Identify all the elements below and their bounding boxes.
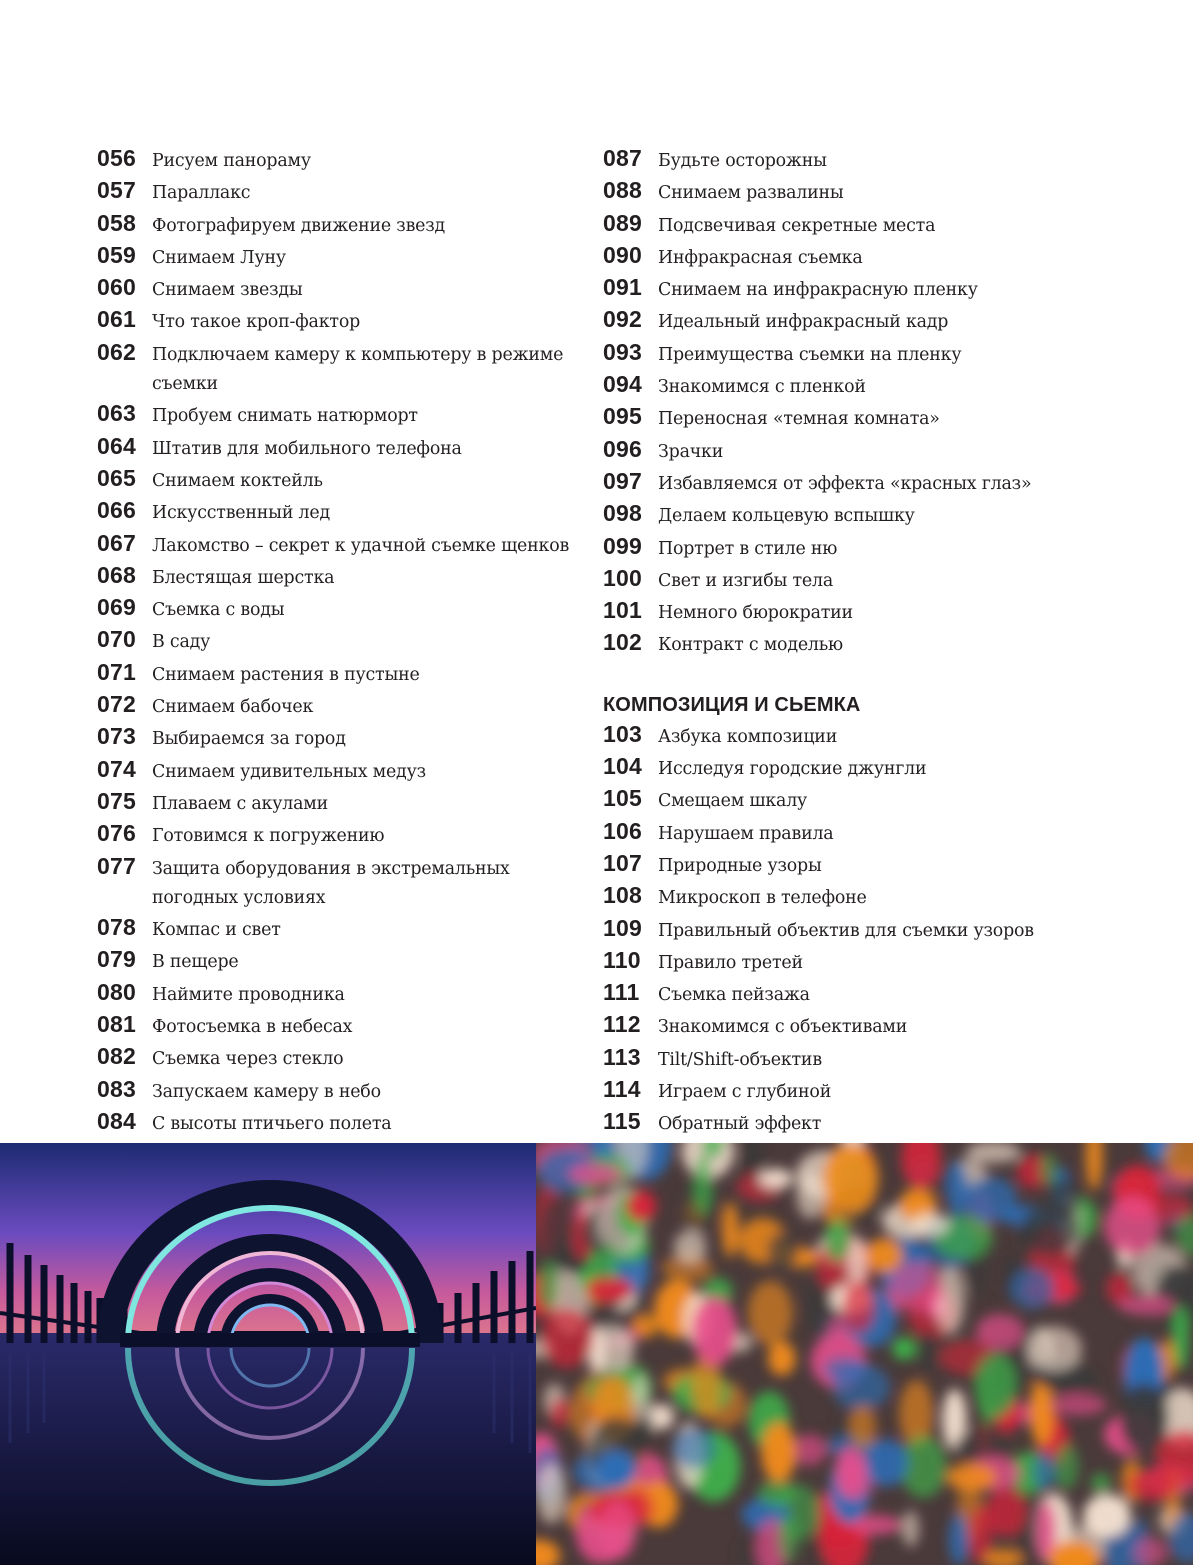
toc-entry-title: Смещаем шкалу (658, 791, 808, 812)
toc-entry (603, 402, 1083, 434)
toc-entry-number: 087 (603, 145, 642, 171)
toc-entry-number: 115 (603, 1108, 641, 1135)
toc-entry-number: 098 (603, 500, 642, 527)
toc-entry-title: Параллакс (152, 183, 251, 204)
toc-entry (603, 817, 1083, 849)
toc-entry-title: С высоты птичьего полета (152, 1113, 392, 1134)
toc-entry-number: 077 (97, 852, 136, 879)
toc-entry-title: Подключаем камеру к компьютеру в режиме съемки (152, 344, 564, 395)
crowd-figure (672, 1428, 716, 1469)
toc-entry-title: Снимаем развалины (658, 183, 844, 204)
crowd-figure (947, 1160, 969, 1216)
crowd-figure (902, 1511, 919, 1547)
toc-entry (603, 532, 1083, 564)
crowd-figure (596, 1451, 637, 1489)
toc-entry (603, 596, 1083, 628)
crowd-figure (599, 1500, 637, 1560)
toc-list-right (603, 144, 1083, 661)
toc-entry-number: 069 (97, 594, 136, 621)
toc-entry-number: 064 (97, 432, 136, 459)
toc-entry-number: 060 (97, 274, 136, 301)
crowd-figure (890, 1262, 944, 1312)
toc-entry-title: В саду (152, 632, 211, 653)
toc-entry (97, 273, 572, 305)
toc-entry-title: Tilt/Shift-объектив (658, 1049, 822, 1070)
toc-entry-number: 103 (603, 720, 642, 747)
toc-entry-number: 111 (603, 979, 640, 1006)
toc-entry-title: Идеальный инфракрасный кадр (658, 312, 949, 333)
toc-entry-number: 057 (97, 177, 136, 204)
crowd-figure (692, 1296, 738, 1365)
toc-entry (603, 467, 1083, 499)
toc-entry-title: Делаем кольцевую вспышку (658, 506, 915, 527)
toc-entry (97, 787, 572, 819)
toc-entry-number: 095 (603, 403, 642, 430)
toc-entry (97, 305, 572, 337)
toc-entry-title: Будьте осторожны (658, 151, 827, 171)
toc-entry (97, 496, 572, 528)
toc-entry-number: 061 (97, 306, 136, 333)
toc-entry (603, 1075, 1083, 1107)
crowd-figure (1040, 1153, 1057, 1185)
toc-list-left (97, 144, 572, 1204)
toc-entry (603, 881, 1083, 913)
crowd-figure (832, 1364, 890, 1410)
toc-entry (603, 914, 1083, 946)
crowd-figure (949, 1513, 969, 1565)
toc-entry (603, 1043, 1083, 1075)
toc-entry (97, 529, 572, 561)
toc-entry-number: 114 (603, 1076, 641, 1103)
crowd-figure (1011, 1268, 1055, 1309)
toc-entry-number: 106 (603, 817, 642, 844)
toc-entry-title: В пещере (152, 952, 239, 973)
toc-entry-number: 109 (603, 914, 642, 941)
toc-list-section (603, 720, 1083, 1204)
toc-entry-title: Знакомимся с объективами (658, 1017, 908, 1038)
toc-entry-number: 065 (97, 464, 136, 491)
toc-entry-title: Что такое кроп-фактор (152, 312, 361, 333)
crowd-figure (674, 1230, 706, 1263)
toc-entry (97, 1107, 572, 1139)
toc-entry (97, 144, 572, 176)
toc-entry-number: 070 (97, 626, 136, 653)
toc-entry (97, 432, 572, 464)
toc-entry (97, 1075, 572, 1107)
toc-entry (603, 370, 1083, 402)
toc-entry (603, 628, 1083, 660)
toc-entry (97, 241, 572, 273)
toc-entry-title: Правильный объектив для съемки узоров (658, 920, 1034, 941)
toc-entry-number: 079 (97, 946, 136, 973)
toc-entry-title: Снимаем звезды (152, 280, 303, 301)
toc-entry-number: 113 (603, 1043, 641, 1070)
toc-entry (97, 755, 572, 787)
toc-entry (97, 593, 572, 625)
crowd-figure (843, 1281, 875, 1333)
toc-entry (97, 338, 572, 400)
toc-entry-title: Фотосъемка в небесах (152, 1017, 353, 1038)
toc-entry-title: Играем с глубиной (658, 1082, 832, 1103)
crowd-figure (986, 1487, 1027, 1536)
toc-entry (97, 464, 572, 496)
crowd-figure (1053, 1444, 1079, 1490)
crowd-figure (835, 1447, 866, 1498)
toc-entry (97, 658, 572, 690)
toc-entry-number: 104 (603, 753, 642, 780)
toc-entry-number: 075 (97, 787, 136, 814)
toc-entry-number: 110 (603, 946, 641, 973)
toc-entry (603, 338, 1083, 370)
toc-right-column (603, 144, 1083, 1204)
toc-entry-title: Наймите проводника (152, 984, 345, 1005)
toc-entry (97, 945, 572, 977)
toc-entry (97, 209, 572, 241)
crowd-illustration (536, 1143, 1193, 1565)
crowd-figure (758, 1168, 792, 1189)
toc-entry-title: Блестящая шерстка (152, 567, 335, 588)
toc-entry-title: Свет и изгибы тела (658, 570, 834, 591)
crowd-figure (1091, 1473, 1111, 1494)
toc-left-column (97, 144, 572, 1204)
toc-entry-title: Плаваем с акулами (152, 793, 328, 814)
toc-entry-title: Штатив для мобильного телефона (152, 438, 462, 459)
toc-entry (97, 1010, 572, 1042)
toc-entry-number: 100 (603, 564, 642, 591)
photo-arches (0, 1143, 536, 1565)
toc-entry-title: Снимаем коктейль (152, 470, 323, 491)
toc-entry-number: 067 (97, 529, 136, 556)
toc-entry-number: 093 (603, 338, 642, 365)
toc-entry-number: 082 (97, 1043, 136, 1070)
toc-entry-title: Снимаем растения в пустыне (152, 664, 420, 685)
toc-entry-number: 078 (97, 914, 136, 941)
toc-entry (603, 176, 1083, 208)
toc-entry-number: 112 (603, 1011, 641, 1038)
crowd-figure (1083, 1494, 1131, 1538)
toc-entry-title: Запускаем камеру в небо (152, 1081, 381, 1102)
crowd-figure (1104, 1196, 1161, 1256)
toc-entry-number: 108 (603, 882, 642, 909)
toc-entry-title: Исследуя городские джунгли (658, 759, 927, 780)
toc-entry-title: Лакомство – секрет к удачной съемке щенков (152, 535, 570, 556)
toc-entry-number: 081 (97, 1011, 136, 1038)
toc-entry-title: Правило третей (658, 952, 803, 973)
toc-entry-title: Искусственный лед (152, 503, 330, 524)
toc-entry (97, 561, 572, 593)
crowd-figure (539, 1198, 567, 1268)
toc-entry-title: Готовимся к погружению (152, 826, 385, 847)
toc-entry-title: Обратный эффект (658, 1114, 822, 1135)
toc-entry (97, 690, 572, 722)
crowd-figure (626, 1190, 656, 1222)
crowd-figure (816, 1523, 861, 1547)
toc-entry-number: 102 (603, 629, 642, 656)
toc-entry (97, 852, 572, 914)
toc-entry-title: Съемка через стекло (152, 1049, 344, 1070)
crowd-figure (822, 1143, 878, 1212)
toc-entry (603, 752, 1083, 784)
toc-entry-number: 096 (603, 435, 642, 462)
toc-entry-title: Немного бюрократии (658, 603, 853, 624)
crowd-figure (778, 1515, 799, 1563)
toc-entry-number: 107 (603, 849, 642, 876)
toc-entry-number: 090 (603, 241, 642, 268)
toc-entry (603, 273, 1083, 305)
toc-entry-title: Переносная «темная комната» (658, 409, 940, 430)
toc-entry-number: 074 (97, 755, 136, 782)
crowd-figure (541, 1308, 593, 1368)
toc-entry-title: Нарушаем правила (658, 823, 834, 844)
toc-entry (603, 209, 1083, 241)
toc-entry-title: Портрет в стиле ню (658, 538, 838, 559)
toc-entry (97, 722, 572, 754)
toc-entry (603, 1010, 1083, 1042)
crowd-figure (748, 1281, 793, 1346)
crowd-figure (825, 1219, 851, 1261)
toc-entry-number: 094 (603, 371, 642, 398)
crowd-figure (761, 1422, 796, 1483)
toc-entry-number: 068 (97, 561, 136, 588)
crowd-figure (910, 1212, 950, 1237)
toc-entry (603, 849, 1083, 881)
crowd-figure (792, 1434, 826, 1466)
toc-entry-number: 088 (603, 177, 642, 204)
toc-entry-title: Фотографируем движение звезд (152, 215, 446, 236)
toc-entry (97, 913, 572, 945)
toc-entry (603, 720, 1083, 752)
toc-entry-title: Выбираемся за город (152, 729, 346, 750)
toc-entry-title: Рисуем панораму (152, 151, 311, 171)
crowd-figure (1051, 1394, 1107, 1415)
toc-entry-number: 097 (603, 467, 642, 494)
toc-entry-title: Защита оборудования в экстремальных погодных условиях (152, 858, 510, 908)
toc-entry-number: 105 (603, 785, 642, 812)
crowd-figure (974, 1353, 1016, 1418)
toc-entry-title: Компас и свет (152, 920, 281, 941)
toc-entry-title: Снимаем на инфракрасную пленку (658, 280, 978, 301)
toc-entry-title: Съемка с воды (152, 600, 285, 621)
toc-entry-number: 066 (97, 497, 136, 524)
toc-entry-title: Преимущества съемки на пленку (658, 344, 962, 365)
crowd-figure (796, 1172, 824, 1219)
toc-entry (603, 144, 1083, 176)
toc-entry-number: 073 (97, 723, 136, 750)
toc-entry-title: Снимаем Луну (152, 247, 286, 268)
toc-entry-number: 092 (603, 306, 642, 333)
toc-entry-number: 084 (97, 1107, 136, 1134)
crowd-figure (1033, 1451, 1055, 1491)
toc-entry-number: 072 (97, 691, 136, 718)
toc-entry (603, 435, 1083, 467)
toc-entry-number: 063 (97, 400, 136, 427)
crowd-figure (1021, 1202, 1080, 1255)
crowd-figure (586, 1278, 633, 1302)
crowd-figure (1028, 1326, 1082, 1371)
toc-entry-number: 058 (97, 209, 136, 236)
toc-entry-title: Зрачки (658, 441, 724, 462)
toc-entry-number: 076 (97, 820, 136, 847)
crowd-figure (569, 1164, 622, 1186)
crowd-figure (768, 1342, 796, 1376)
toc-entry-title: Съемка пейзажа (658, 985, 810, 1006)
toc-entry-title: Контракт с моделью (658, 635, 843, 656)
toc-entry-number: 089 (603, 209, 642, 236)
toc-entry-number: 080 (97, 978, 136, 1005)
toc-entry-title: Азбука композиции (658, 726, 838, 747)
toc-entry-title: Знакомимся с пленкой (658, 377, 866, 398)
section-heading: КОМПОЗИЦИЯ И СЬЕМКА (603, 693, 861, 716)
toc-entry-number: 091 (603, 274, 642, 301)
arches-illustration (0, 1143, 536, 1565)
toc-entry-title: Природные узоры (658, 855, 822, 876)
toc-entry-number: 056 (97, 145, 136, 171)
toc-entry (97, 819, 572, 851)
crowd-figure (538, 1263, 560, 1310)
photo-strip (0, 1143, 1193, 1565)
toc-entry-title: Снимаем бабочек (152, 697, 314, 718)
photo-crowd (536, 1143, 1193, 1565)
toc-entry-title: Снимаем удивительных медуз (152, 761, 426, 782)
toc-entry-number: 059 (97, 241, 136, 268)
crowd-figure (767, 1231, 798, 1271)
toc-entry (603, 946, 1083, 978)
crowd-figure (1128, 1468, 1178, 1502)
toc-entry (603, 499, 1083, 531)
crowd-figure (864, 1439, 909, 1486)
crowd-figure (865, 1238, 902, 1273)
toc-entry-number: 099 (603, 532, 642, 559)
toc-entry-title: Избавляемся от эффекта «красных глаз» (658, 473, 1032, 494)
toc-entry (603, 1107, 1083, 1139)
crowd-figure (589, 1327, 634, 1373)
toc-entry (603, 978, 1083, 1010)
crowd-figure (549, 1397, 570, 1428)
toc-entry-number: 083 (97, 1075, 136, 1102)
toc-entry (603, 305, 1083, 337)
toc-entry-title: Микроскоп в телефоне (658, 888, 867, 909)
toc-entry-number: 062 (97, 338, 136, 365)
toc-entry-title: Пробуем снимать натюрморт (152, 406, 418, 427)
toc-entry (603, 241, 1083, 273)
crowd-figure (694, 1155, 713, 1215)
crowd-figure (1172, 1306, 1189, 1370)
toc-entry (603, 784, 1083, 816)
toc-entry-title: Подсвечивая секретные места (658, 215, 936, 236)
crowd-figure (892, 1337, 916, 1360)
crowd-figure (758, 1480, 796, 1507)
toc-entry-title: Инфракрасная съемка (658, 247, 863, 268)
crowd-figure (632, 1374, 650, 1422)
crowd-figure (849, 1405, 876, 1449)
toc-entry (97, 399, 572, 431)
toc-entry-number: 101 (603, 597, 642, 624)
crowd-figure (919, 1330, 940, 1373)
toc-entry (603, 564, 1083, 596)
crowd-figure (722, 1202, 738, 1257)
crowd-figure (632, 1314, 658, 1338)
toc-entry (97, 1042, 572, 1074)
crowd-figure (1120, 1383, 1169, 1454)
toc-entry (97, 625, 572, 657)
toc-entry (97, 978, 572, 1010)
crowd-figure (536, 1464, 566, 1524)
toc-entry-number: 071 (97, 658, 136, 685)
crowd-figure (1118, 1295, 1175, 1315)
toc-entry (97, 176, 572, 208)
crowd-figure (946, 1463, 996, 1491)
